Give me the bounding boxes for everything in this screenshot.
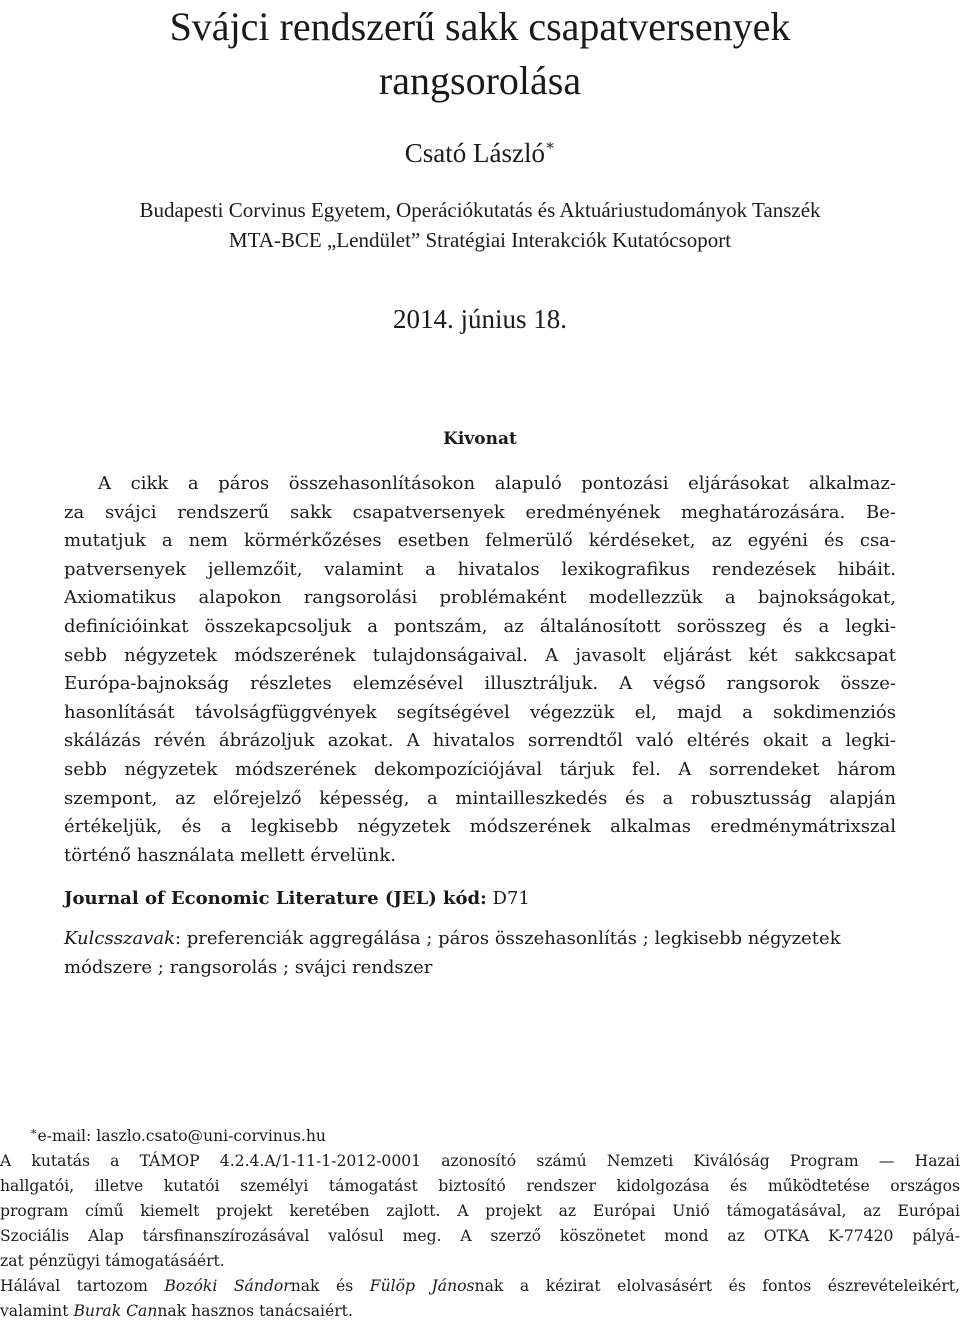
abstract-line: Európa-bajnokság részletes elemzésével illusztráljuk. A végső rangsorok össze-: [64, 673, 896, 695]
abstract-line: szempont, az előrejelző képesség, a mintailleszkedés és a robusztusság alapján: [64, 787, 896, 809]
footnote-rule: [0, 1117, 384, 1118]
abstract-line: definícióinkat összekapcsoljuk a pontszám, az általánosított sorösszeg és a legki-: [64, 615, 896, 637]
thanks-mid-2: nak a kézirat elolvasásért és fontos észrevételeikért,: [474, 1277, 960, 1295]
affiliation: [0, 195, 960, 255]
thanks-mid-1: nak és: [290, 1277, 370, 1295]
thanks-name-2: Fülöp János: [369, 1277, 475, 1295]
jel-code: D71: [492, 888, 530, 909]
paper-date: 2014. június 18.: [392, 304, 567, 334]
abstract-line: értékeljük, és a legkisebb négyzetek módszerének alkalmas eredménymátrixszal: [64, 816, 896, 838]
funding-line: zat pénzügyi támogatásáért.: [0, 1252, 225, 1270]
abstract-line: A cikk a páros összehasonlításokon alapuló pontozási eljárásokat alkalmaz-: [98, 473, 896, 494]
title-line-2: rangsorolása: [378, 58, 582, 103]
abstract-line: sebb négyzetek módszerének dekompozíciójával tárjuk fel. A sorrendeket három: [64, 758, 896, 780]
abstract-line: za svájci rendszerű sakk csapatversenyek eredményének meghatározására. Be-: [64, 501, 896, 523]
affiliation-line-1: Budapesti Corvinus Egyetem, Operációkutatás és Aktuáriustudományok Tanszék: [139, 198, 821, 222]
abstract-body: [64, 470, 896, 870]
abstract-line: hasonlítását távolságfüggvények segítségével végezzük el, majd a sokdimenziós: [64, 701, 896, 723]
thanks-line2-prefix: valamint: [0, 1302, 74, 1320]
funding-line: A kutatás a TÁMOP 4.2.4.A/1-11-1-2012-0001 azonosító számú Nemzeti Kiválóság Program — Hazai: [0, 1152, 960, 1170]
abstract-line: skálázás révén ábrázoljuk azokat. A hivatalos sorrendtől való eltérés okait a legki-: [64, 730, 896, 752]
title-line-1: Svájci rendszerű sakk csapatversenyek: [169, 4, 791, 49]
thanks-line2-suffix: nak hasznos tanácsaiért.: [157, 1302, 353, 1320]
author: [0, 136, 960, 170]
abstract-heading: Kivonat: [443, 429, 517, 449]
keywords-label: Kulcsszavak: [64, 928, 175, 949]
thanks-name-1: Bozóki Sándor: [164, 1277, 291, 1295]
footnotes: [0, 1124, 960, 1324]
affiliation-line-2: MTA-BCE „Lendület” Stratégiai Interakciók Kutatócsoport: [228, 228, 732, 252]
author-name: Csató László: [404, 138, 546, 168]
jel-classification: [64, 884, 530, 914]
paper-title: [0, 0, 960, 108]
funding-line: program című kiemelt projekt keretében zajlott. A projekt az Európai Unió támogatásával, az Európai: [0, 1202, 960, 1220]
email-text: e-mail: laszlo.csato@uni-corvinus.hu: [37, 1127, 326, 1145]
thanks-line-2: [0, 1299, 960, 1324]
email-footnote-mark: ∗: [30, 1125, 38, 1138]
jel-label: Journal of Economic Literature (JEL) kód: [64, 888, 481, 909]
abstract-line: Axiomatikus alapokon rangsorolási problémaként modellezzük a bajnokságokat,: [64, 587, 896, 609]
thanks-line-1: [0, 1274, 960, 1299]
abstract-line: sebb négyzetek módszerének tulajdonságaival. A javasolt eljárást két sakkcsapat: [64, 644, 896, 666]
thanks-name-3: Burak Can: [73, 1302, 158, 1320]
funding-line: Szociális Alap társfinanszírozásával valósul meg. A szerző köszönetet mond az OTKA K-77420 pályá-: [0, 1227, 960, 1245]
footnote-email: [0, 1124, 960, 1149]
author-footnote-mark: ∗: [545, 138, 556, 154]
abstract-line: történő használata mellett érvelünk.: [64, 844, 396, 866]
keywords-text-line-2: módszere ; rangsorolás ; svájci rendszer: [64, 957, 433, 978]
jel-separator: :: [480, 888, 487, 909]
keywords: [64, 924, 896, 982]
funding-line: hallgatói, illetve kutatói személyi támogatást biztosító rendszer kidolgozása és működtetése országos: [0, 1177, 960, 1195]
abstract-line: patversenyek jellemzőit, valamint a hivatalos lexikografikus rendezések hibáit.: [64, 558, 896, 580]
keywords-text: : preferenciák aggregálása ; páros összehasonlítás ; legkisebb négyzetek: [174, 928, 841, 949]
abstract-line: mutatjuk a nem körmérkőzéses esetben felmerülő kérdéseket, az egyéni és csa-: [64, 530, 896, 552]
thanks-prefix: Hálával tartozom: [0, 1277, 165, 1295]
